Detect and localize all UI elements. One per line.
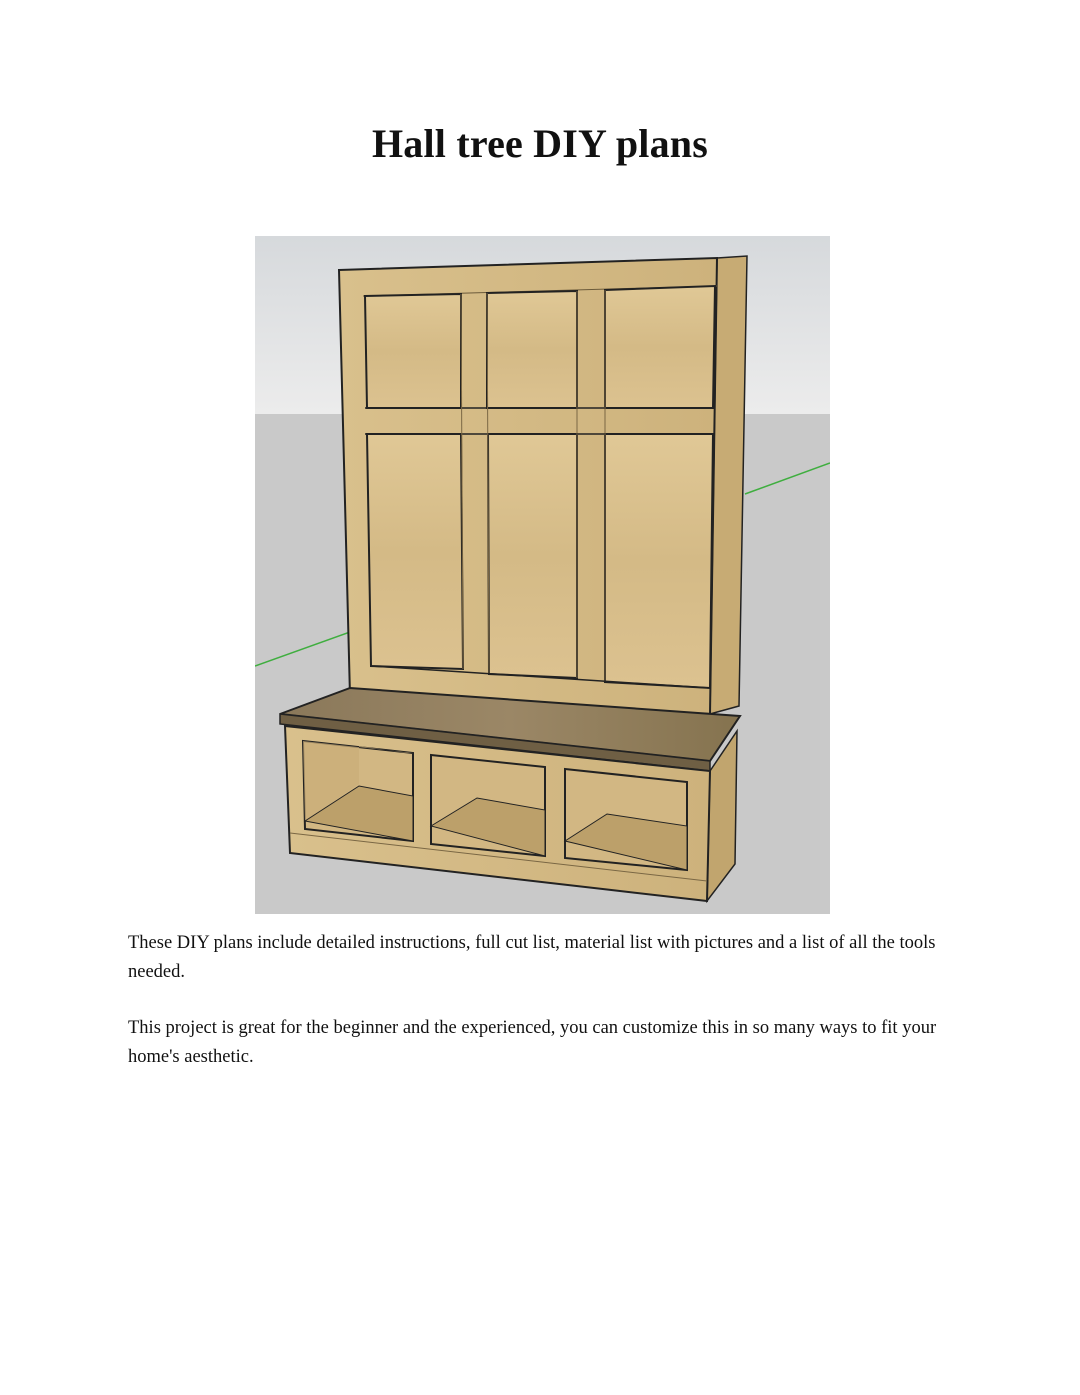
hall-tree-illustration: [255, 236, 830, 914]
hall-tree-render: [255, 236, 830, 914]
panel-upper-right: [605, 286, 715, 408]
description-paragraph: This project is great for the beginner and the experienced, you can customize this in so many ways to fit your home's aesthetic.: [128, 1018, 937, 1067]
panel-lower-left: [367, 434, 463, 669]
panel-upper-left: [365, 294, 461, 408]
back-panel: [339, 256, 747, 714]
panel-upper-middle: [487, 291, 577, 408]
description-paragraph: These DIY plans include detailed instructions, full cut list, material list with pictures and a list of all the tools needed.: [128, 933, 936, 982]
panel-lower-right: [605, 434, 713, 688]
panel-lower-middle: [488, 434, 577, 678]
page-title: Hall tree DIY plans: [371, 121, 709, 166]
